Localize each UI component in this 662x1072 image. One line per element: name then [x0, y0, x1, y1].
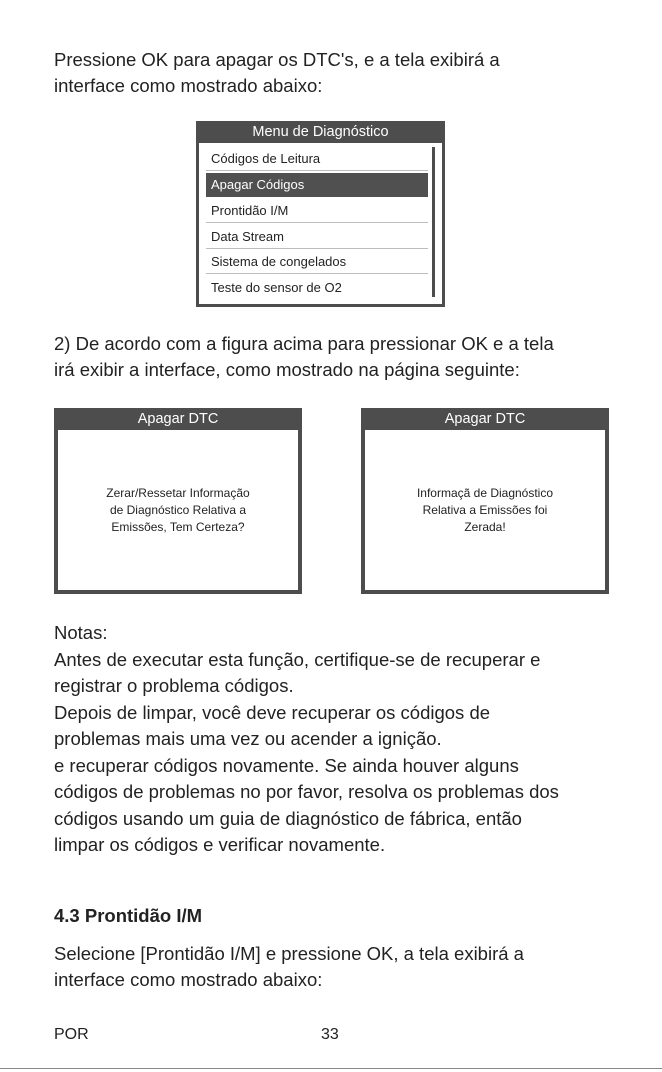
bottom-divider: [0, 1068, 662, 1069]
intro-line: Pressione OK para apagar os DTC's, e a tela exibirá a: [54, 49, 500, 70]
notes-line: Depois de limpar, você deve recuperar os códigos de: [54, 701, 491, 723]
dtc-confirm-body: [58, 430, 298, 590]
step2-paragraph: [54, 331, 624, 383]
step2-line: 2) De acordo com a figura acima para pressionar OK e a tela: [54, 333, 554, 354]
menu-list: [199, 143, 442, 304]
notes-paragraph: [54, 620, 624, 859]
menu-item-apagar-codigos[interactable]: Apagar Códigos: [206, 173, 428, 197]
dtc-done-line: Informaçã de Diagnóstico: [416, 485, 554, 500]
section-paragraph: [54, 941, 624, 993]
notes-heading: Notas:: [54, 622, 108, 643]
dtc-confirm-message: [106, 485, 249, 536]
notes-line: limpar os códigos e verificar novamente.: [54, 834, 386, 855]
menu-title: Menu de Diagnóstico: [252, 124, 389, 140]
intro-line: interface como mostrado abaixo:: [54, 75, 323, 96]
dtc-done-line: Zerada!: [464, 519, 506, 534]
menu-item-teste-sensor-o2[interactable]: Teste do sensor de O2: [211, 280, 342, 295]
dtc-confirm-line: Emissões, Tem Certeza?: [111, 519, 245, 534]
menu-item-data-stream[interactable]: Data Stream: [206, 225, 428, 249]
notes-line: e recuperar códigos novamente. Se ainda houver alguns: [54, 754, 519, 776]
notes-line: códigos usando um guia de diagnóstico de fábrica, então: [54, 807, 522, 829]
notes-line: Antes de executar esta função, certifique-se de recuperar e: [54, 648, 541, 670]
menu-item-prontidao-im[interactable]: Prontidão I/M: [206, 199, 428, 223]
notes-line: problemas mais uma vez ou acender a ignição.: [54, 728, 442, 749]
menu-item-codigos-de-leitura[interactable]: Códigos de Leitura: [206, 147, 428, 171]
diagnostic-menu-screen: [196, 121, 445, 307]
notes-line: registrar o problema códigos.: [54, 675, 294, 696]
footer-language: POR: [54, 1026, 89, 1043]
apagar-dtc-confirm-screen: [54, 408, 302, 594]
menu-scrollbar[interactable]: [432, 147, 435, 297]
intro-paragraph: [54, 47, 624, 99]
dtc-done-body: [365, 430, 605, 590]
dtc-confirm-line: de Diagnóstico Relativa a: [109, 502, 247, 517]
notes-line: códigos de problemas no por favor, resolva os problemas dos: [54, 781, 559, 802]
dtc-confirm-title: Apagar DTC: [137, 411, 219, 427]
apagar-dtc-done-screen: [361, 408, 609, 594]
section-line: interface como mostrado abaixo:: [54, 969, 323, 990]
section-line: Selecione [Prontidão I/M] e pressione OK, a tela exibirá a: [54, 943, 524, 964]
dtc-confirm-line: Zerar/Ressetar Informação: [106, 485, 250, 500]
step2-line: irá exibir a interface, como mostrado na página seguinte:: [54, 359, 520, 380]
page-number: 33: [321, 1026, 339, 1043]
menu-item-sistema-de-congelados[interactable]: Sistema de congelados: [206, 250, 428, 274]
dtc-done-title: Apagar DTC: [444, 411, 526, 427]
dtc-done-message: [417, 485, 553, 536]
section-heading: 4.3 Prontidão I/M: [54, 905, 203, 926]
dtc-done-line: Relativa a Emissões foi: [422, 502, 548, 517]
